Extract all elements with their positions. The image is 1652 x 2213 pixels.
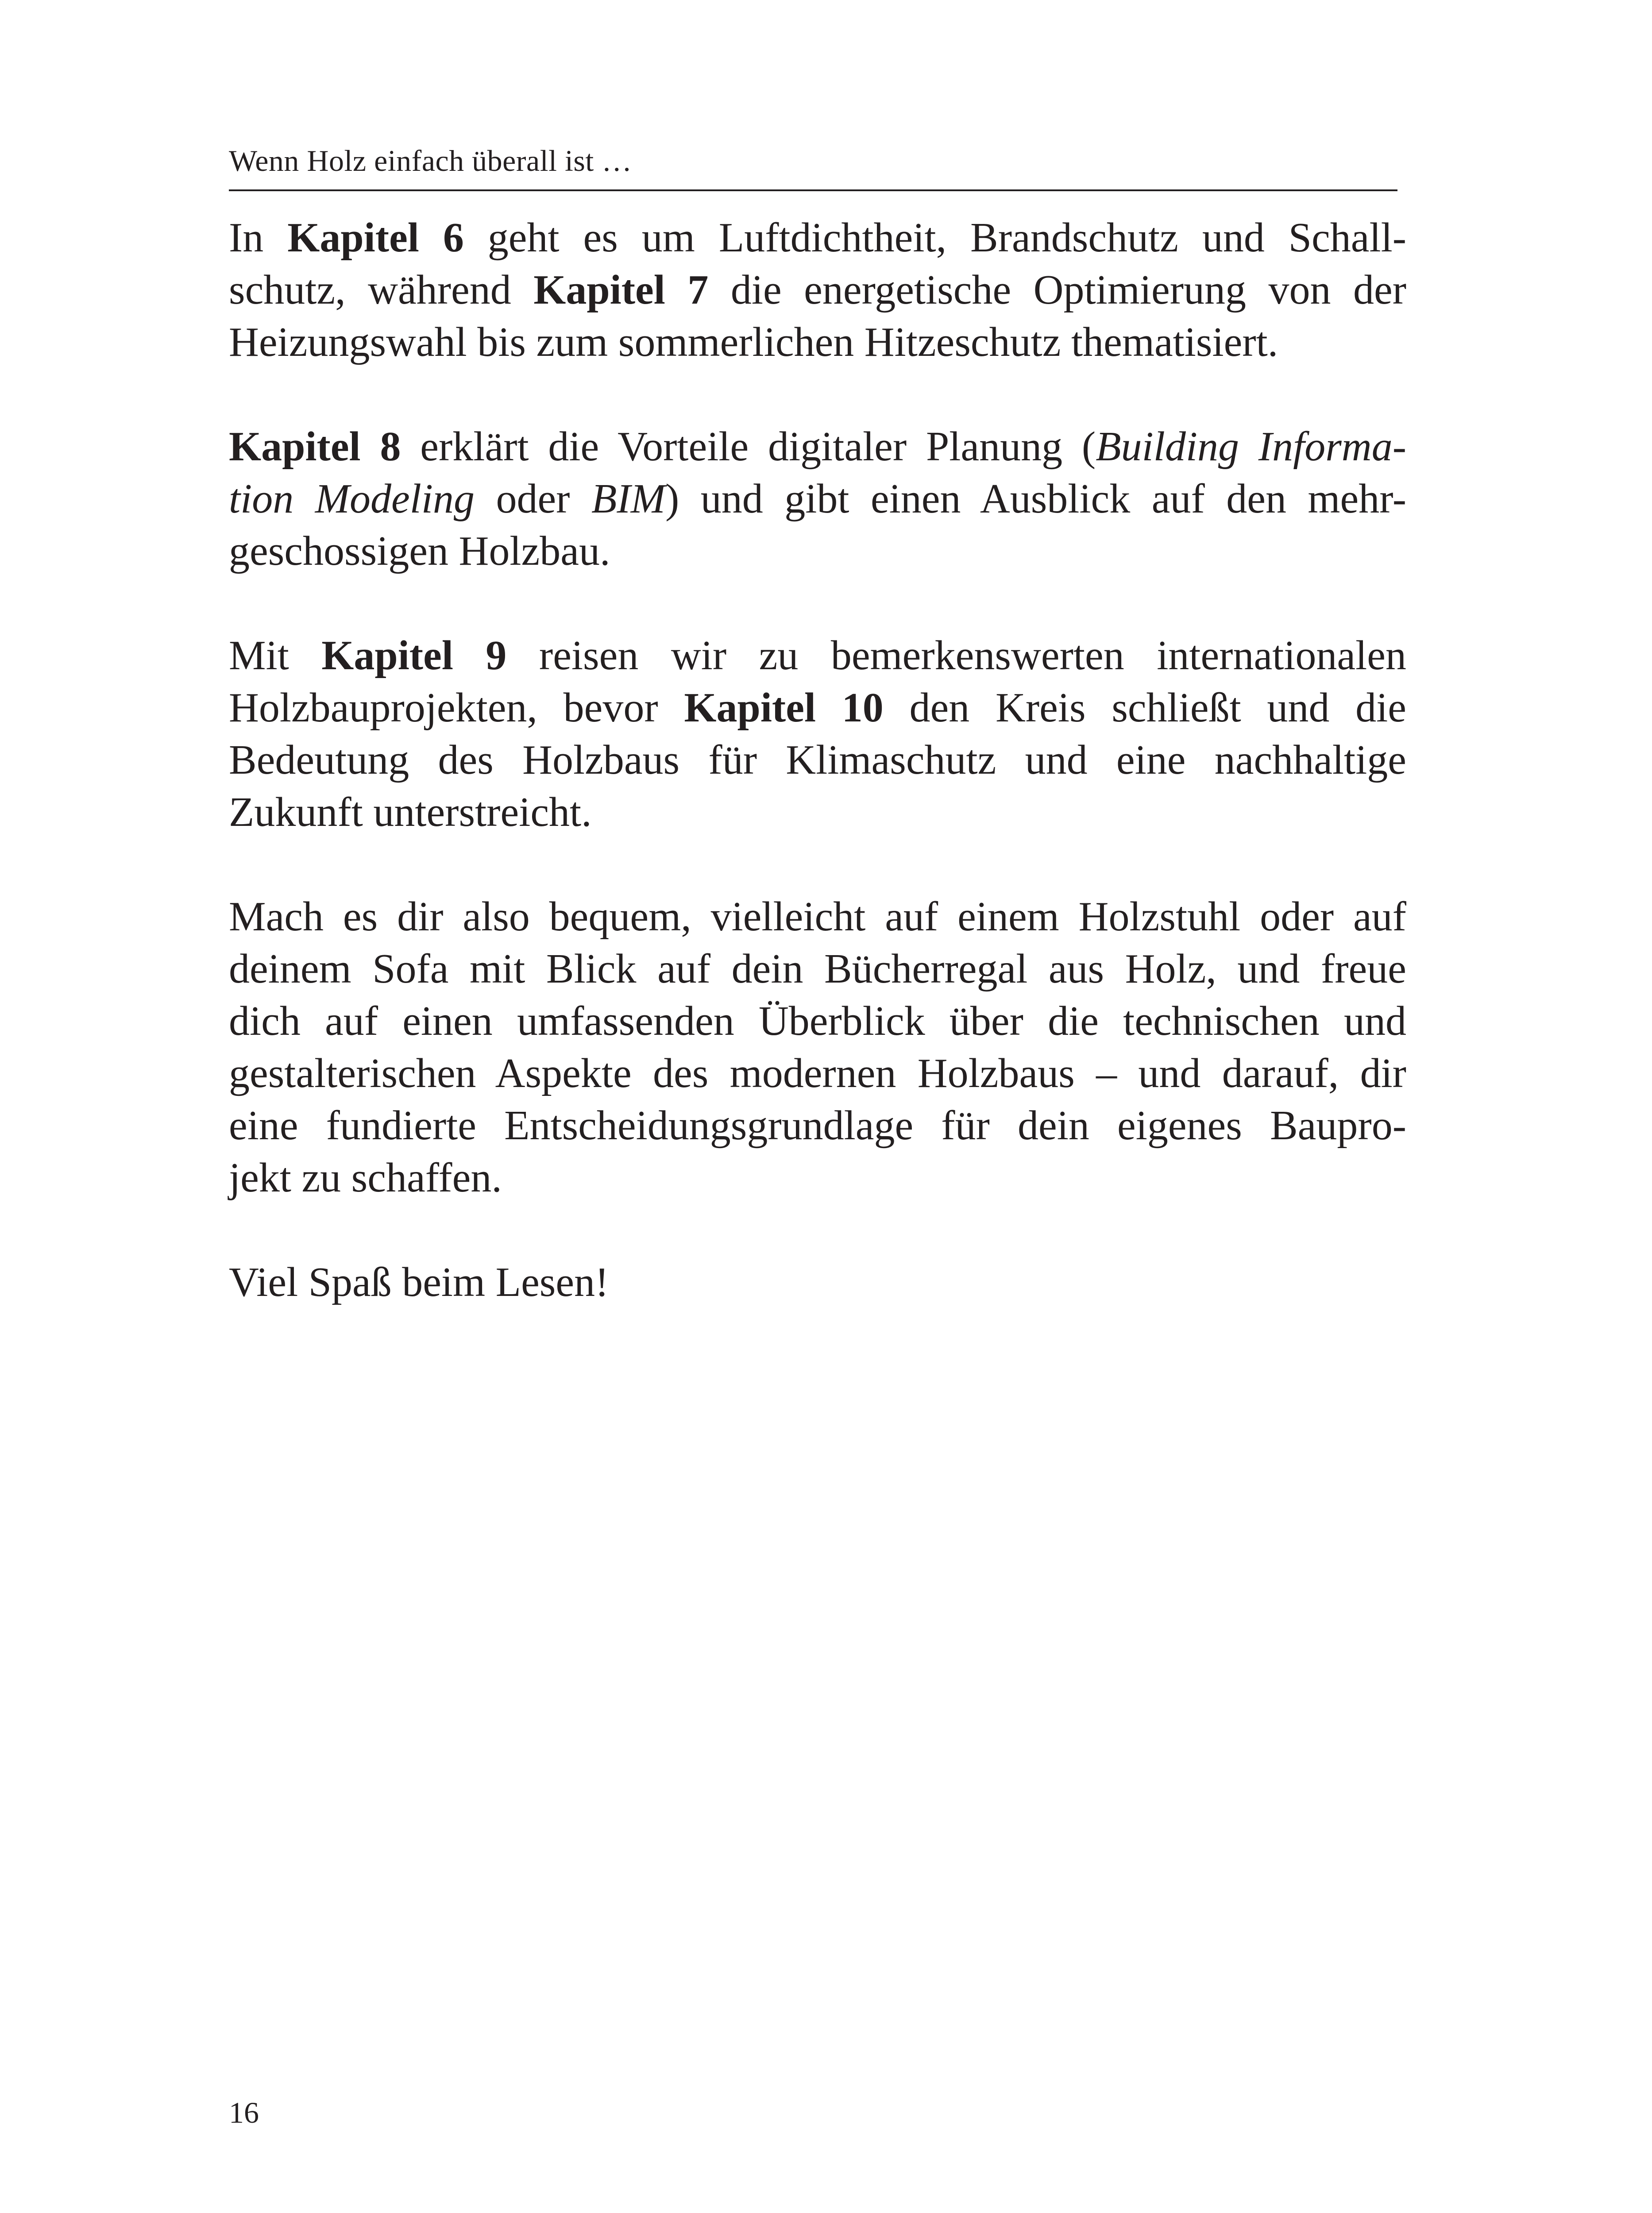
- paragraph-closing: [229, 1256, 1406, 1308]
- text-line: Mach es dir also bequem, vielleicht auf einem Holzstuhl oder auf: [229, 894, 1406, 940]
- italic-term: Building Informa-: [1096, 424, 1406, 470]
- text-line: Viel Spaß beim Lesen!: [229, 1259, 609, 1305]
- text-line: gestalterischen Aspekte des modernen Holzbaus – und darauf, dir: [229, 1050, 1406, 1096]
- body-text: [229, 212, 1406, 1361]
- chapter-reference: Kapitel 10: [684, 685, 884, 731]
- italic-term: BIM: [591, 476, 665, 522]
- text-line: Kapitel 8 erklärt die Vorteile digitaler Planung (Building Informa-: [229, 424, 1406, 470]
- text-line: Heizungswahl bis zum sommerlichen Hitzeschutz thematisiert.: [229, 319, 1278, 365]
- text-line: eine fundierte Entscheidungsgrundlage für dein eigenes Baupro-: [229, 1103, 1406, 1149]
- paragraph-chapters-9-10: [229, 629, 1406, 838]
- chapter-reference: Kapitel 6: [287, 215, 464, 261]
- running-header: Wenn Holz einfach überall ist …: [229, 144, 632, 177]
- chapter-reference: Kapitel 7: [533, 267, 709, 313]
- text-line: Holzbauprojekten, bevor Kapitel 10 den Kreis schließt und die: [229, 685, 1407, 731]
- text-line: dich auf einen umfassenden Überblick über die technischen und: [229, 998, 1406, 1044]
- text-line: deinem Sofa mit Blick auf dein Bücherregal aus Holz, und freue: [229, 946, 1406, 992]
- text-line: Mit Kapitel 9 reisen wir zu bemerkenswerten internationalen: [229, 632, 1406, 679]
- header-rule: [229, 189, 1397, 191]
- text-line: Bedeutung des Holzbaus für Klimaschutz und eine nachhaltige: [229, 737, 1406, 783]
- chapter-reference: Kapitel 9: [321, 632, 507, 679]
- page-number: 16: [229, 2096, 259, 2129]
- text-line: geschossigen Holzbau.: [229, 528, 610, 574]
- text-line: Zukunft unterstreicht.: [229, 789, 592, 835]
- paragraph-chapter-8: [229, 420, 1406, 577]
- text-line: In Kapitel 6 geht es um Luftdichtheit, Brandschutz und Schall-: [229, 215, 1407, 261]
- chapter-reference: Kapitel 8: [229, 424, 401, 470]
- italic-term: tion Modeling: [229, 476, 475, 522]
- text-line: jekt zu schaffen.: [229, 1155, 502, 1201]
- paragraph-chapters-6-7: [229, 212, 1406, 368]
- paragraph-invitation: [229, 891, 1406, 1204]
- text-line: tion Modeling oder BIM) und gibt einen Ausblick auf den mehr-: [229, 476, 1406, 522]
- text-line: schutz, während Kapitel 7 die energetische Optimierung von der: [229, 267, 1407, 313]
